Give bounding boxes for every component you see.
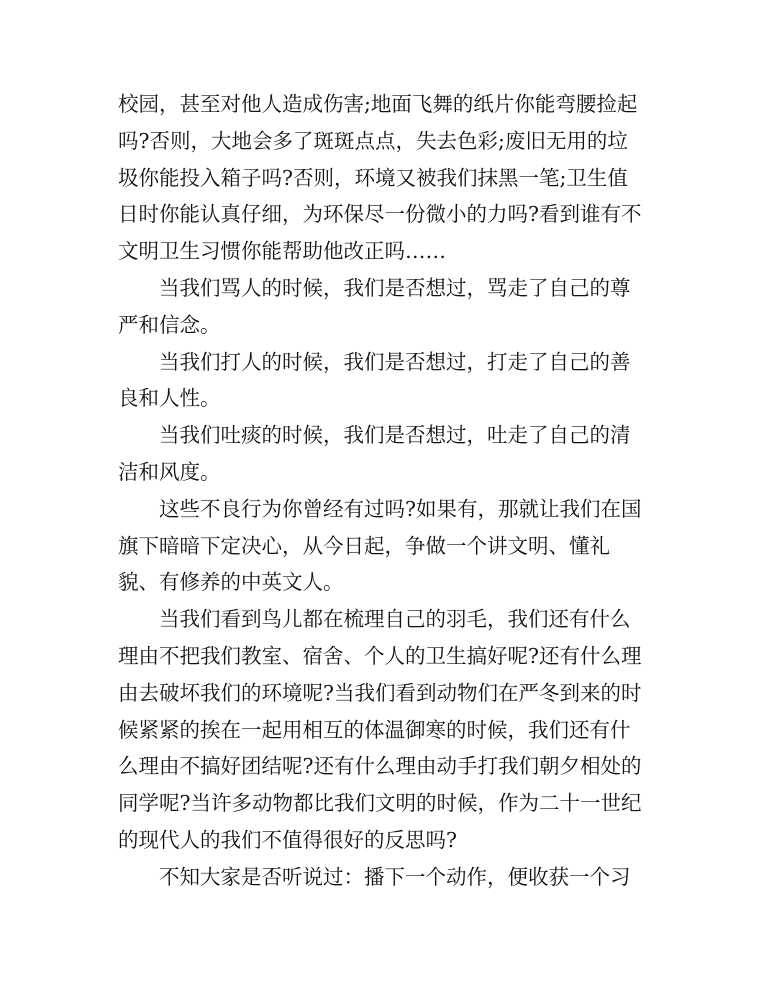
text-line: 的现代人的我们不值得很好的反思吗? (118, 827, 457, 852)
text-line: 候紧紧的挨在一起用相互的体温御寒的时候，我们还有什 (118, 717, 631, 742)
paragraph-start-line: 这些不良行为你曾经有过吗?如果有，那就让我们在国 (159, 496, 642, 521)
paragraph-start-line: 当我们打人的时候，我们是否想过，打走了自己的善 (159, 349, 631, 374)
text-line: 良和人性。 (118, 386, 221, 411)
text-line: 圾你能投入箱子吗?否则，环境又被我们抹黑一笔;卫生值 (118, 165, 628, 190)
text-line: 文明卫生习惯你能帮助他改正吗…… (118, 239, 446, 264)
text-line: 洁和风度。 (118, 459, 221, 484)
text-line: 同学呢?当许多动物都比我们文明的时候，作为二十一世纪 (118, 791, 642, 816)
text-line: 旗下暗暗下定决心，从今日起，争做一个讲文明、懂礼 (118, 533, 610, 558)
paragraph-start-line: 当我们骂人的时候，我们是否想过，骂走了自己的尊 (159, 275, 631, 300)
paragraph-start-line: 当我们看到鸟儿都在梳理自己的羽毛，我们还有什么 (159, 607, 631, 632)
text-line: 吗?否则，大地会多了斑斑点点，失去色彩;废旧无用的垃 (118, 128, 628, 153)
paragraph-start-line: 不知大家是否听说过：播下一个动作，便收获一个习 (159, 864, 631, 889)
text-line: 校园，甚至对他人造成伤害;地面飞舞的纸片你能弯腰捡起 (118, 92, 638, 116)
text-line: 么理由不搞好团结呢?还有什么理由动手打我们朝夕相处的 (118, 754, 642, 779)
text-line: 理由不把我们教室、宿舍、个人的卫生搞好呢?还有什么理 (118, 643, 642, 668)
body-text (118, 86, 646, 896)
paragraph-start-line: 当我们吐痰的时候，我们是否想过，吐走了自己的清 (159, 423, 631, 448)
text-line: 日时你能认真仔细，为环保尽一份微小的力吗?看到谁有不 (118, 202, 642, 227)
text-line: 貌、有修养的中英文人。 (118, 570, 344, 595)
text-line: 由去破坏我们的环境呢?当我们看到动物们在严冬到来的时 (118, 680, 642, 705)
text-line: 严和信念。 (118, 312, 221, 337)
